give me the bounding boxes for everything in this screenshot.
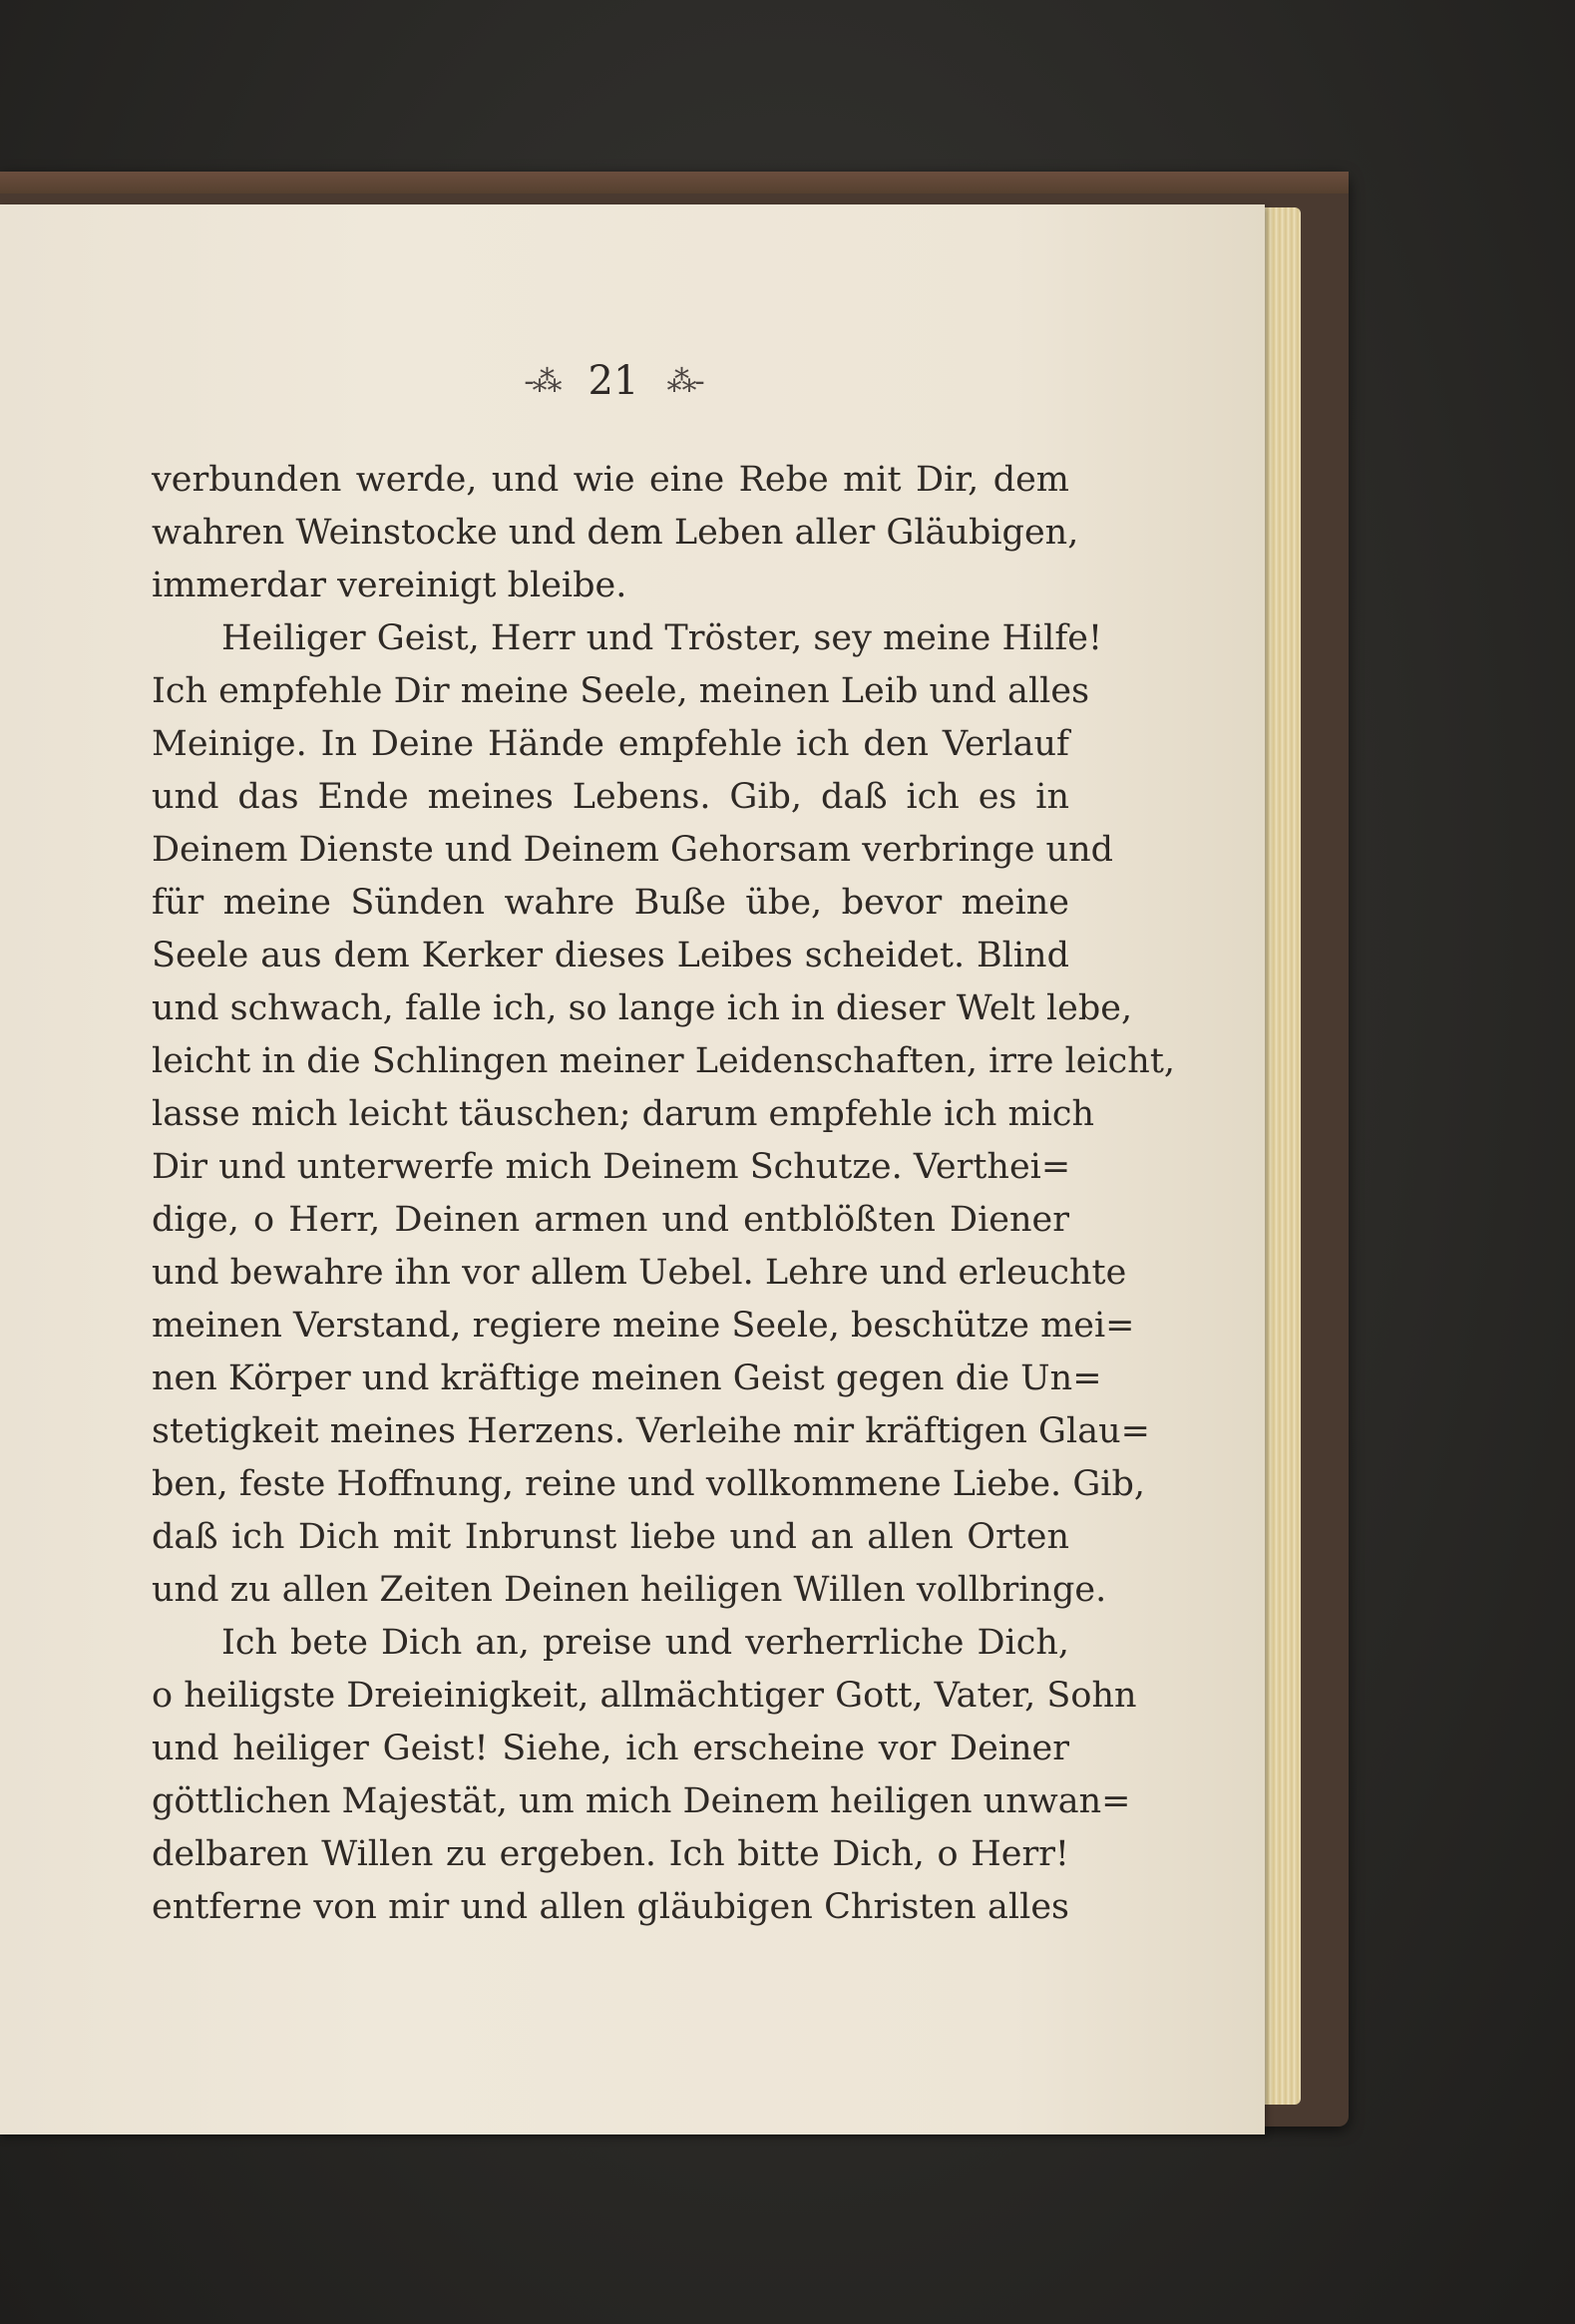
text-line: Meinige. In Deine Hände empfehle ich den Verlauf	[152, 724, 1069, 764]
text-line: nen Körper und kräftige meinen Geist gegen die Un=	[152, 1358, 1102, 1398]
text-line: und schwach, falle ich, so lange ich in dieser Welt lebe,	[152, 988, 1133, 1028]
page-number: 21	[588, 358, 639, 404]
text-line: göttlichen Majestät, um mich Deinem heiligen unwan=	[152, 1781, 1131, 1821]
text-line: lasse mich leicht täuschen; darum empfehle ich mich	[152, 1094, 1095, 1134]
text-line: Heiliger Geist, Herr und Tröster, sey meine Hilfe!	[221, 618, 1103, 658]
text-line: stetigkeit meines Herzens. Verleihe mir kräftigen Glau=	[152, 1411, 1150, 1451]
ornament-left-icon: -⁂	[524, 363, 561, 399]
text-line: Ich bete Dich an, preise und verherrliche Dich,	[221, 1623, 1069, 1663]
page-body-text	[152, 454, 1176, 1934]
text-line: verbunden werde, und wie eine Rebe mit Dir, dem	[152, 460, 1069, 500]
text-line: Deinem Dienste und Deinem Gehorsam verbringe und	[152, 830, 1114, 870]
text-line: und zu allen Zeiten Deinen heiligen Willen vollbringe.	[152, 1570, 1107, 1610]
text-line: dige, o Herr, Deinen armen und entblößten Diener	[152, 1200, 1069, 1240]
text-line: und das Ende meines Lebens. Gib, daß ich es in	[152, 777, 1069, 817]
ornament-right-icon: ⁂-	[666, 363, 703, 399]
text-line: immerdar vereinigt bleibe.	[152, 566, 627, 605]
text-line: daß ich Dich mit Inbrunst liebe und an allen Orten	[152, 1517, 1069, 1557]
text-line: wahren Weinstocke und dem Leben aller Gläubigen,	[152, 513, 1079, 553]
page-header	[469, 351, 758, 411]
text-line: für meine Sünden wahre Buße übe, bevor meine	[152, 883, 1069, 923]
text-line: leicht in die Schlingen meiner Leidenschaften, irre leicht,	[152, 1041, 1176, 1081]
text-line: Ich empfehle Dir meine Seele, meinen Leib und alles	[152, 671, 1090, 711]
page-edges	[1259, 207, 1301, 2105]
text-line: meinen Verstand, regiere meine Seele, beschütze mei=	[152, 1306, 1135, 1346]
text-line: und heiliger Geist! Siehe, ich erscheine vor Deiner	[152, 1729, 1069, 1768]
text-line: ben, feste Hoffnung, reine und vollkommene Liebe. Gib,	[152, 1464, 1145, 1504]
text-line: Seele aus dem Kerker dieses Leibes scheidet. Blind	[152, 936, 1069, 975]
text-line: und bewahre ihn vor allem Uebel. Lehre und erleuchte	[152, 1253, 1127, 1293]
text-line: Dir und unterwerfe mich Deinem Schutze. Verthei=	[152, 1147, 1071, 1187]
text-line: o heiligste Dreieinigkeit, allmächtiger Gott, Vater, Sohn	[152, 1676, 1137, 1716]
text-line: entferne von mir und allen gläubigen Christen alles	[152, 1887, 1069, 1927]
text-line: delbaren Willen zu ergeben. Ich bitte Dich, o Herr!	[152, 1834, 1069, 1874]
